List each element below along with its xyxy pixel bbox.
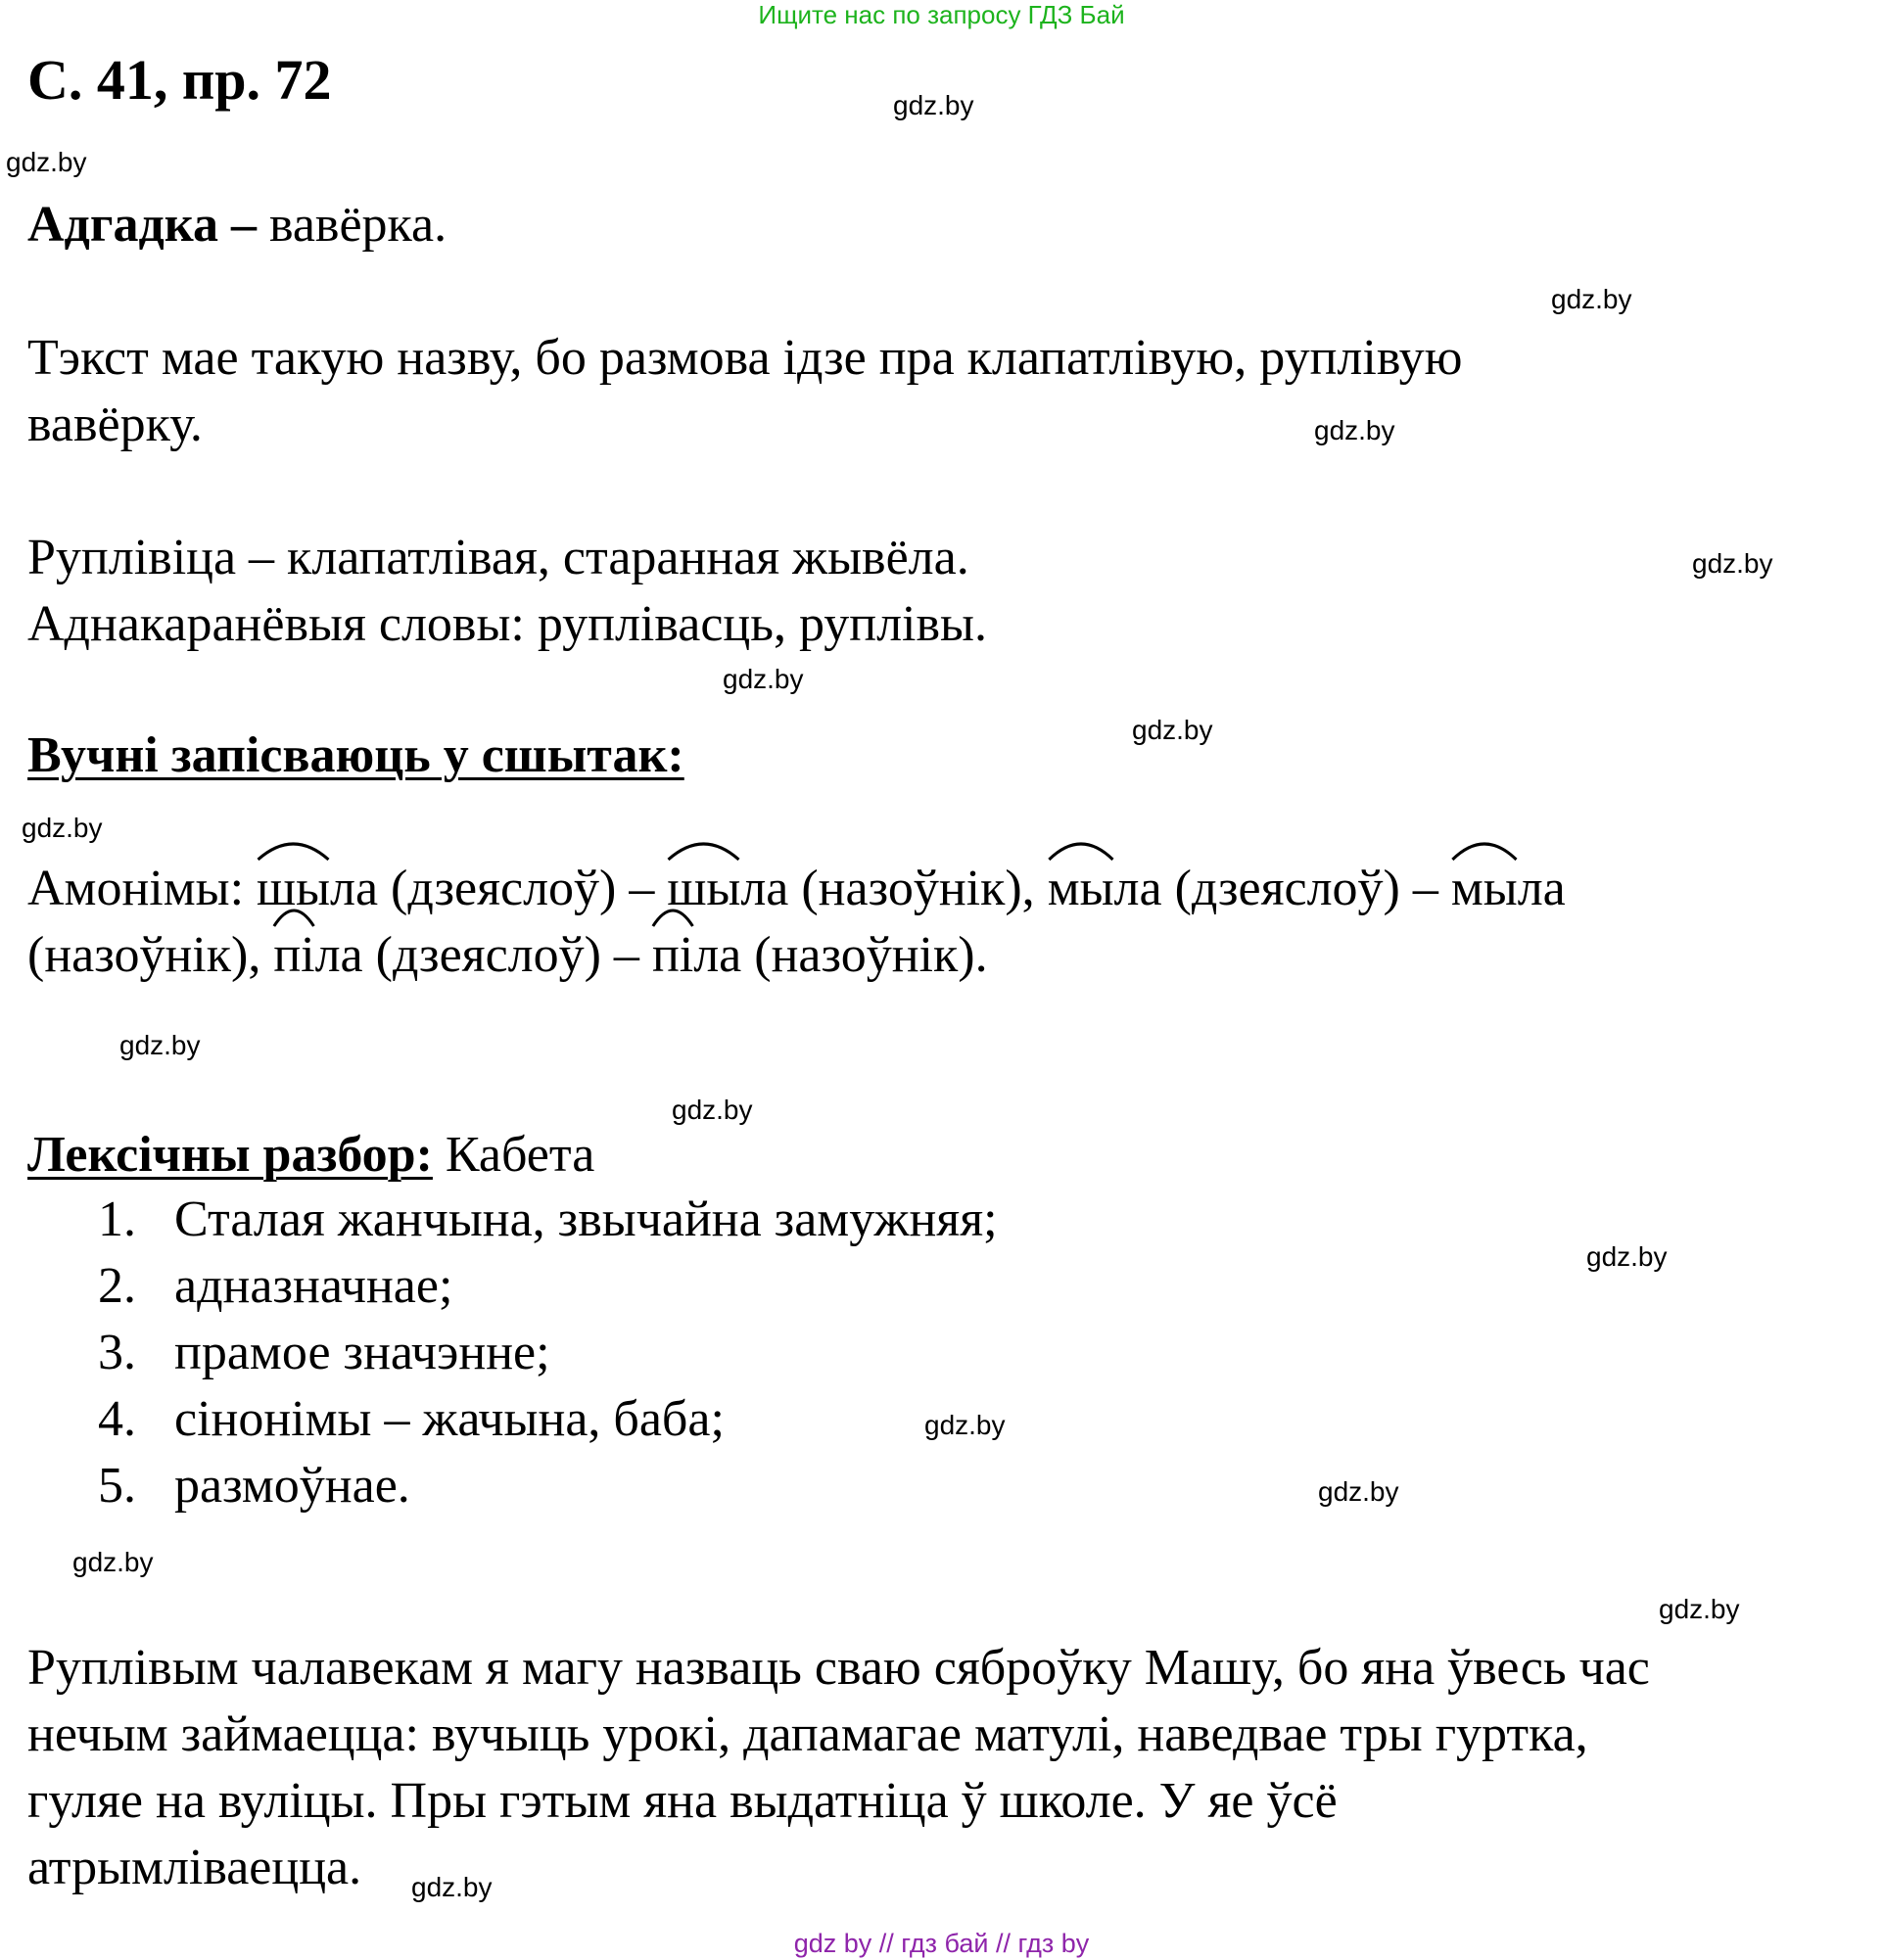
homonym-pos-2: (назоўнік), [788,861,1048,916]
list-item [98,1253,452,1320]
page-title: С. 41, пр. 72 [27,48,332,112]
watermark: gdz.by [893,90,974,120]
riddle-label: Адгадка – [27,197,257,253]
homonym-root-6: пі [651,927,694,983]
homonym-root-4: мы [1450,861,1518,916]
list-item [98,1320,550,1386]
list-text: адназначнае; [174,1258,453,1314]
homonym-ending-5: ла [314,927,363,983]
homonyms-line-2 [27,922,988,989]
watermark: gdz.by [1314,415,1395,445]
bottom-banner[interactable]: gdz by // гдз бай // гдз by [793,1929,1090,1958]
watermark: gdz.by [672,1095,753,1125]
essay-line-3: гуляе на вуліцы. Пры гэтым яна выдатніца ў школе. У яе ўсё [27,1773,1338,1829]
list-item [98,1453,410,1519]
root-mark-myla-1 [1048,856,1114,922]
essay-line-1: Руплівым чалавекам я магу назваць сваю сяброўку Машу, бо яна ўвесь час [27,1640,1650,1696]
list-text: сінонімы – жачына, баба; [174,1391,725,1447]
lexical-label: Лексічны разбор: [27,1127,433,1183]
homonym-ending-3: ла [1113,861,1162,916]
watermark: gdz.by [6,147,87,177]
homonym-pos-1: (дзеяслоў) – [378,861,668,916]
watermark: gdz.by [72,1547,154,1577]
riddle-answer: вавёрка. [256,197,447,253]
list-item [98,1386,725,1453]
homonyms-line-1 [27,856,1566,922]
list-text: прамое значэнне; [174,1325,550,1380]
homonym-pos-5: (дзеяслоў) – [362,927,652,983]
watermark: gdz.by [119,1030,201,1060]
watermark: gdz.by [22,813,103,843]
watermark: gdz.by [1551,284,1632,314]
homonym-pos-4: (назоўнік), [27,927,274,983]
list-number: 2. [98,1258,136,1314]
top-banner[interactable]: Ищите нас по запросу ГДЗ Бай [758,0,1125,29]
notebook-heading: Вучні запісваюць у сшытак: [27,727,684,783]
homonym-pos-6: (назоўнік). [741,927,988,983]
list-text: Сталая жанчына, звычайна замужняя; [174,1191,998,1247]
root-mark-myla-2 [1451,856,1518,922]
list-number: 4. [98,1391,136,1447]
explanation-line-2: вавёрку. [27,397,203,452]
explanation-line-1: Тэкст мае такую назву, бо размова ідзе пра клапатлівую, руплівую [27,330,1463,386]
essay-line-4: атрымліваецца. [27,1840,362,1895]
list-number: 3. [98,1325,136,1380]
homonym-ending-1: ла [330,861,379,916]
definition-line-2: Аднакаранёвыя словы: руплівасць, руплівы. [27,596,987,652]
list-number: 5. [98,1458,136,1514]
watermark: gdz.by [1659,1594,1740,1624]
list-number: 1. [98,1191,136,1247]
homonym-root-1: шы [257,861,331,916]
homonym-ending-4: ла [1517,861,1566,916]
homonym-root-5: пі [273,927,315,983]
list-text: размоўнае. [174,1458,410,1514]
lexical-heading [27,1122,594,1189]
root-mark-pila-1 [273,922,314,989]
watermark: gdz.by [411,1872,493,1902]
homonym-ending-2: ла [740,861,789,916]
riddle-line [27,192,447,258]
watermark: gdz.by [924,1410,1006,1440]
definition-line-1: Руплівіца – клапатлівая, старанная жывёла. [27,530,969,585]
root-mark-pila-2 [652,922,693,989]
watermark: gdz.by [1586,1241,1668,1272]
lexical-word: Кабета [432,1127,595,1183]
watermark: gdz.by [1132,715,1213,745]
homonym-root-3: мы [1047,861,1114,916]
watermark: gdz.by [723,664,804,694]
homonym-ending-6: ла [693,927,742,983]
watermark: gdz.by [1318,1476,1399,1507]
watermark: gdz.by [1692,548,1773,579]
homonym-root-2: шы [667,861,741,916]
homonyms-label: Амонімы: [27,861,258,916]
list-item [98,1187,998,1253]
homonym-pos-3: (дзеяслоў) – [1161,861,1451,916]
essay-line-2: нечым займаецца: вучыць урокі, дапамагае матулі, наведвае тры гуртка, [27,1706,1588,1762]
